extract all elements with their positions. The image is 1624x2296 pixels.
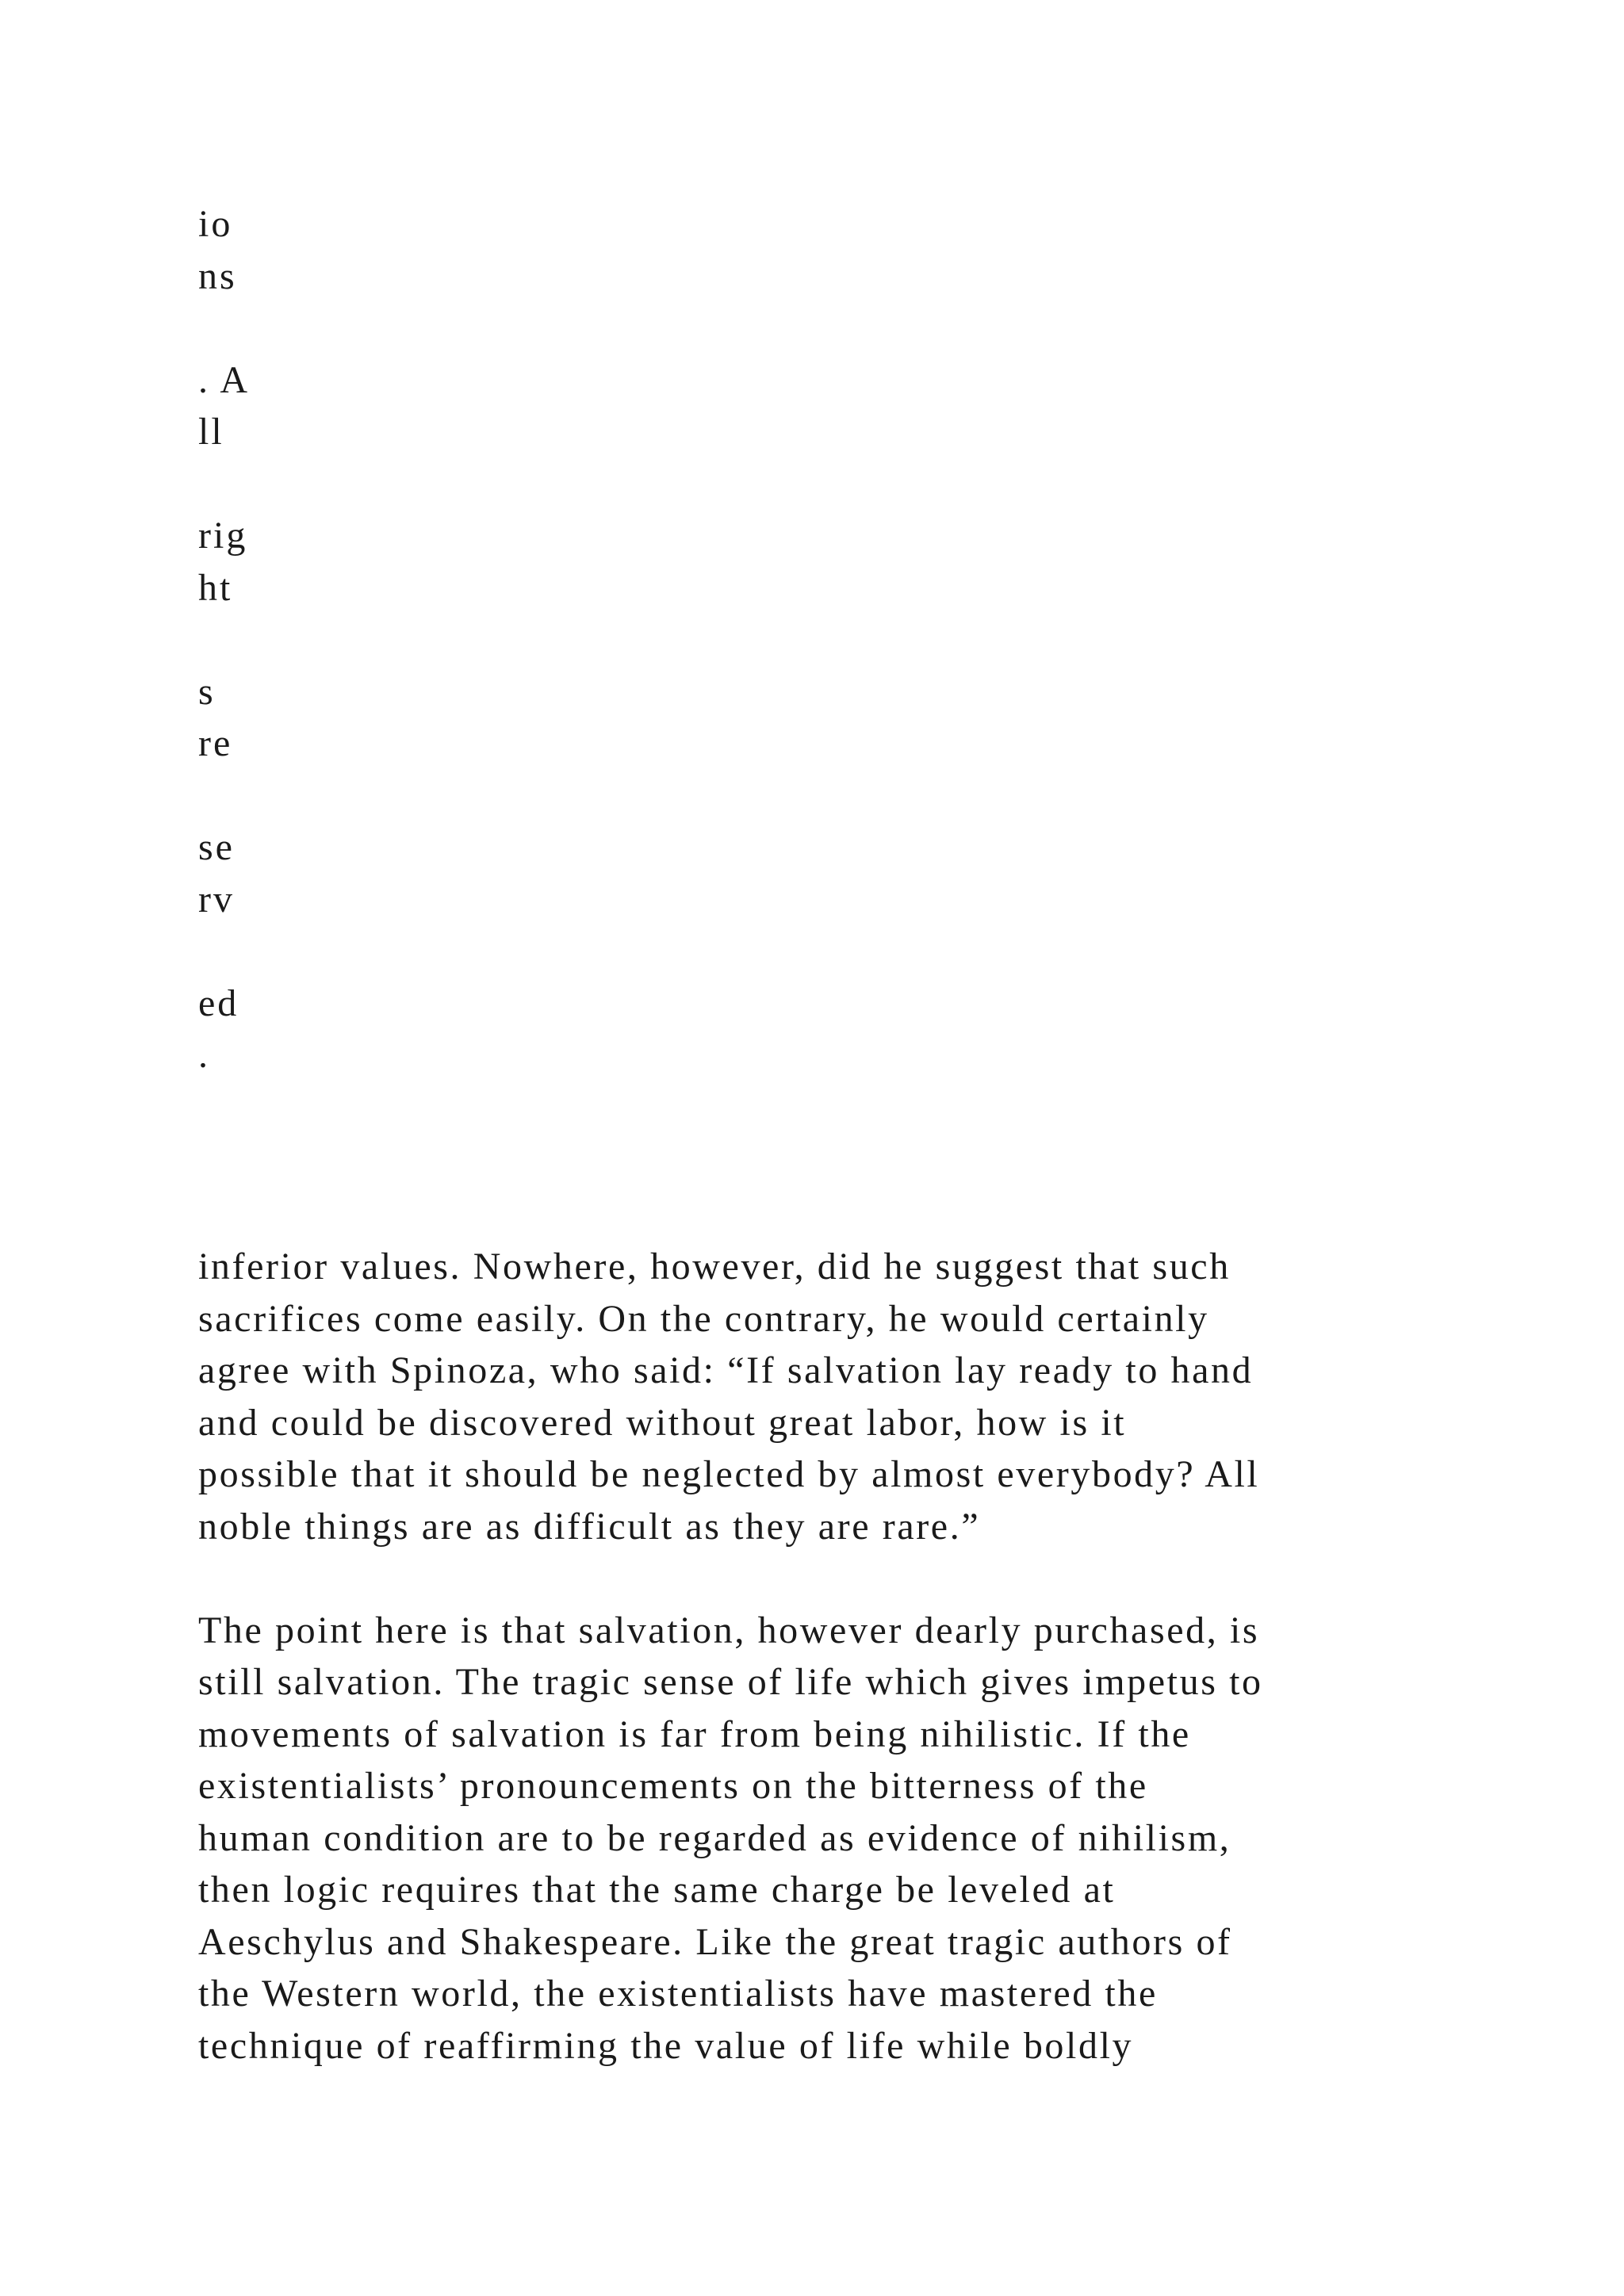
fragment-group [198, 666, 250, 770]
fragment-line: se [198, 826, 235, 868]
fragment-group [198, 821, 250, 925]
fragment-group [198, 198, 250, 302]
text-line: sacrifices come easily. On the contrary, he would certainly [198, 1297, 1209, 1340]
fragment-line: re [198, 722, 233, 764]
text-line: agree with Spinoza, who said: “If salvation lay ready to hand [198, 1349, 1254, 1391]
text-line: Aeschylus and Shakespeare. Like the great tragic authors of [198, 1920, 1232, 1963]
fragment-group [198, 354, 250, 458]
text-line: and could be discovered without great labor, how is it [198, 1401, 1127, 1444]
fragment-line: ed [198, 982, 239, 1024]
fragment-group [198, 978, 250, 1081]
text-line: technique of reaffirming the value of life while boldly [198, 2024, 1134, 2067]
body-text [198, 1241, 1435, 2124]
fragment-line: ns [198, 254, 237, 297]
text-line: then logic requires that the same charge be leveled at [198, 1869, 1116, 1911]
fragment-group [198, 510, 250, 614]
fragment-line: rig [198, 515, 248, 557]
fragment-line: rv [198, 878, 235, 920]
text-line: the Western world, the existentialists have mastered the [198, 1973, 1158, 2015]
paragraph [198, 1241, 1435, 1552]
fragment-line: ll [198, 411, 224, 453]
text-line: possible that it should be neglected by almost everybody? All [198, 1453, 1260, 1495]
fragment-line: . A [198, 358, 251, 401]
text-line: human condition are to be regarded as evidence of nihilism, [198, 1816, 1231, 1859]
fragment-line: . [198, 1034, 210, 1076]
fragment-line: io [198, 203, 233, 245]
text-line: still salvation. The tragic sense of life which gives impetus to [198, 1661, 1263, 1703]
text-line: inferior values. Nowhere, however, did he suggest that such [198, 1246, 1231, 1288]
fragment-line: ht [198, 566, 233, 609]
fragment-line: s [198, 670, 216, 713]
text-line: movements of salvation is far from being nihilistic. If the [198, 1712, 1191, 1755]
text-line: existentialists’ pronouncements on the bitterness of the [198, 1765, 1148, 1807]
paragraph [198, 1605, 1435, 2072]
text-line: noble things are as difficult as they are rare.” [198, 1505, 981, 1548]
copyright-fragments [198, 198, 250, 1133]
text-line: The point here is that salvation, however dearly purchased, is [198, 1609, 1260, 1651]
